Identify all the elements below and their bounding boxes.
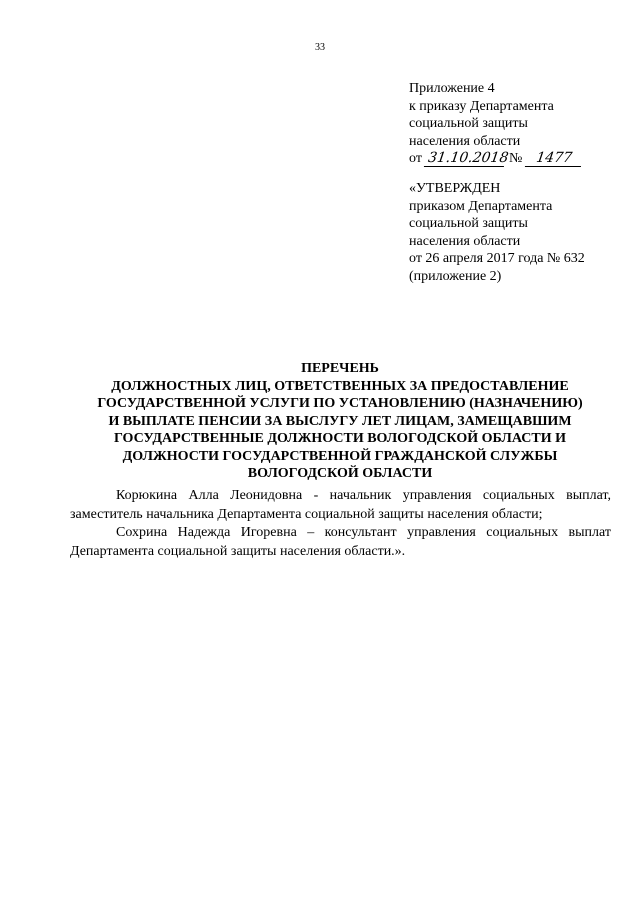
document-title: [60, 360, 620, 483]
number-prefix: №: [508, 151, 523, 166]
title-line-2: ДОЛЖНОСТНЫХ ЛИЦ, ОТВЕТСТВЕННЫХ ЗА ПРЕДОСТАВЛЕНИЕ: [111, 378, 569, 394]
handwritten-date: 31.10.2018: [424, 151, 506, 167]
title-line-7: ВОЛОГОДСКОЙ ОБЛАСТИ: [247, 466, 433, 481]
title-line-5: ГОСУДАРСТВЕННЫЕ ДОЛЖНОСТИ ВОЛОГОДСКОЙ ОБЛАСТИ И: [113, 431, 567, 446]
title-line-6: ДОЛЖНОСТИ ГОСУДАРСТВЕННОЙ ГРАЖДАНСКОЙ СЛУЖБЫ: [122, 448, 558, 464]
appendix-block: [409, 80, 629, 168]
appendix-date-line: [409, 150, 629, 168]
title-line-3: ГОСУДАРСТВЕННОЙ УСЛУГИ ПО УСТАНОВЛЕНИЮ (НАЗНАЧЕНИЮ): [97, 396, 583, 411]
approved-line-6: (приложение 2): [409, 268, 502, 284]
paragraph-1: Корюкина Алла Леонидовна - начальник управления социальных выплат, заместитель начальника Департамента социальной защиты населения области;: [70, 488, 611, 522]
appendix-line-1: Приложение 4: [409, 81, 495, 96]
appendix-line-3: социальной защиты: [409, 116, 528, 131]
paragraph-2: Сохрина Надежда Игоревна – консультант управления социальных выплат Департамента социальной защиты населения области.».: [70, 525, 611, 559]
approved-line-5: от 26 апреля 2017 года № 632: [409, 251, 585, 266]
title-line-1: ПЕРЕЧЕНЬ: [301, 361, 379, 376]
date-prefix: от: [409, 151, 422, 166]
page-number: 33: [315, 42, 325, 53]
approved-line-2: приказом Департамента: [409, 198, 553, 214]
document-body: [70, 487, 611, 561]
handwritten-number: 1477: [525, 151, 583, 167]
appendix-line-4: населения области: [409, 133, 521, 149]
approved-block: [409, 180, 634, 285]
approved-line-1: «УТВЕРЖДЕН: [409, 181, 501, 196]
approved-line-3: социальной защиты: [409, 216, 528, 231]
approved-line-4: населения области: [409, 233, 521, 249]
appendix-line-2: к приказу Департамента: [409, 98, 554, 114]
title-line-4: И ВЫПЛАТЕ ПЕНСИИ ЗА ВЫСЛУГУ ЛЕТ ЛИЦАМ, ЗАМЕЩАВШИМ: [108, 413, 572, 429]
